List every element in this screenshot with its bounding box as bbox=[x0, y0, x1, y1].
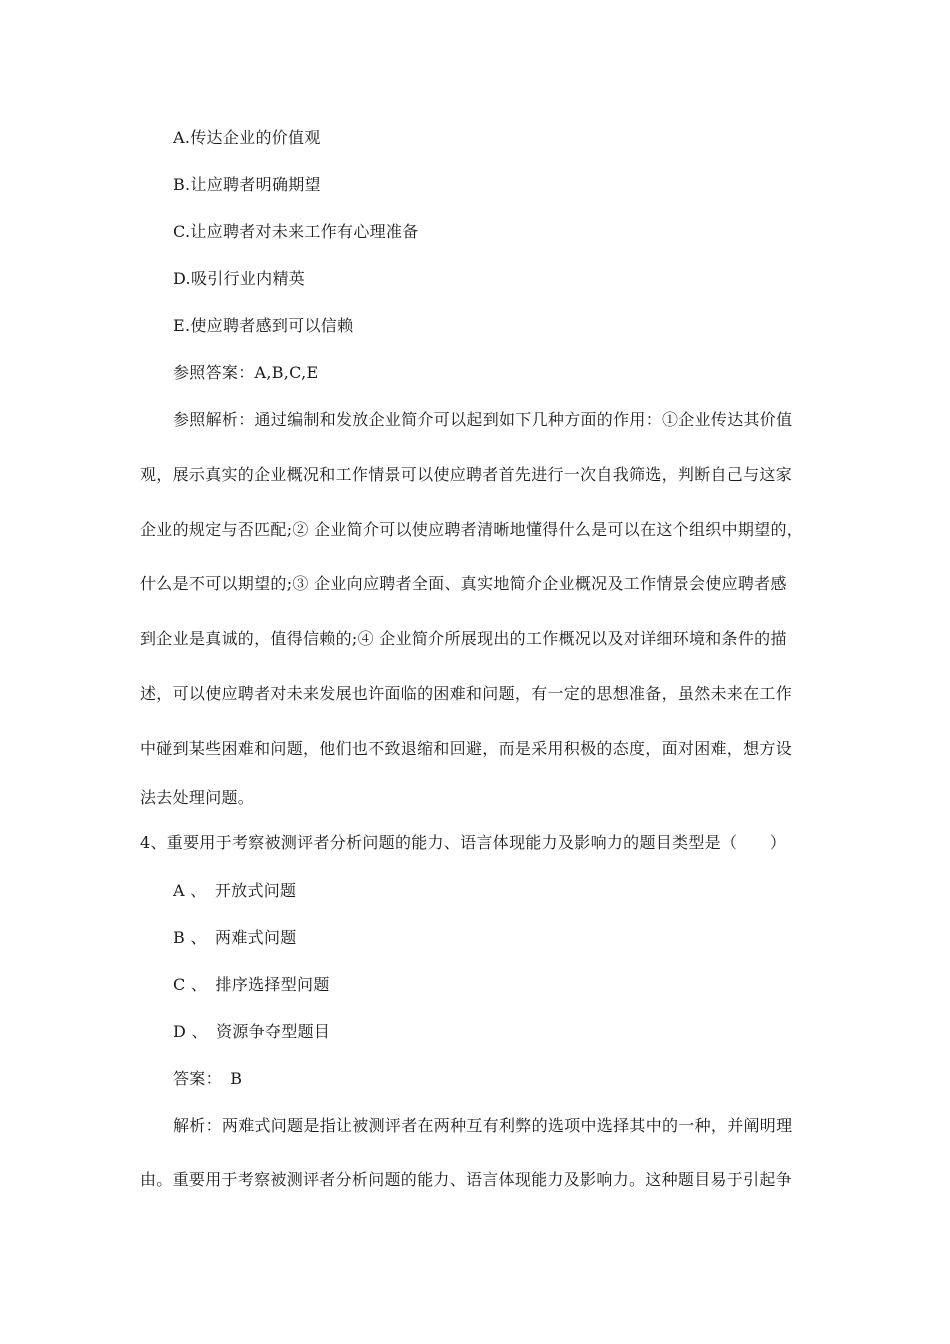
q3-analysis-line: 到企业是真诚的，值得信赖的;④ 企业简介所展现出的工作概况以及对详细环境和条件的描 bbox=[140, 629, 787, 648]
q3-analysis-line: 观，展示真实的企业概况和工作情景可以使应聘者首先进行一次自我筛选，判断自己与这家 bbox=[140, 465, 793, 484]
q4-option-b: B 、 两难式问题 bbox=[173, 928, 297, 947]
q3-analysis-line: 什么是不可以期望的;③ 企业向应聘者全面、真实地简介企业概况及工作情景会使应聘者感 bbox=[140, 574, 787, 593]
q3-analysis-line: 企业的规定与否匹配;② 企业简介可以使应聘者清晰地懂得什么是可以在这个组织中期望的， bbox=[140, 520, 804, 539]
q3-analysis-line: 法去处理问题。 bbox=[140, 788, 255, 807]
q4-option-d: D 、 资源争夺型题目 bbox=[173, 1022, 331, 1041]
q3-analysis-line: 述，可以使应聘者对未来发展也许面临的困难和问题，有一定的思想准备，虽然未来在工作 bbox=[140, 684, 793, 703]
q3-option-e: E.使应聘者感到可以信赖 bbox=[173, 316, 354, 335]
q3-analysis-line: 中碰到某些困难和问题，他们也不致退缩和回避，而是采用积极的态度，面对困难，想方设 bbox=[140, 739, 793, 758]
q3-option-c: C.让应聘者对未来工作有心理准备 bbox=[173, 222, 419, 241]
q4-question: 4、重要用于考察被测评者分析问题的能力、语言体现能力及影响力的题目类型是（ ） bbox=[140, 833, 787, 852]
q3-analysis-line: 参照解析：通过编制和发放企业简介可以起到如下几种方面的作用：①企业传达其价值 bbox=[173, 410, 793, 429]
q4-answer: 答案： B bbox=[173, 1069, 243, 1088]
q3-option-a: A.传达企业的价值观 bbox=[173, 128, 321, 147]
q4-analysis-line: 由。重要用于考察被测评者分析问题的能力、语言体现能力及影响力。这种题目易于引起争 bbox=[140, 1170, 793, 1189]
q3-option-b: B.让应聘者明确期望 bbox=[173, 175, 321, 194]
q3-option-d: D.吸引行业内精英 bbox=[173, 269, 306, 288]
q3-answer: 参照答案：A,B,C,E bbox=[173, 363, 319, 382]
q4-option-c: C 、 排序选择型问题 bbox=[173, 975, 330, 994]
q4-analysis-line: 解析：两难式问题是指让被测评者在两种互有利弊的选项中选择其中的一种，并阐明理 bbox=[173, 1116, 793, 1135]
q4-option-a: A 、 开放式问题 bbox=[173, 881, 297, 900]
